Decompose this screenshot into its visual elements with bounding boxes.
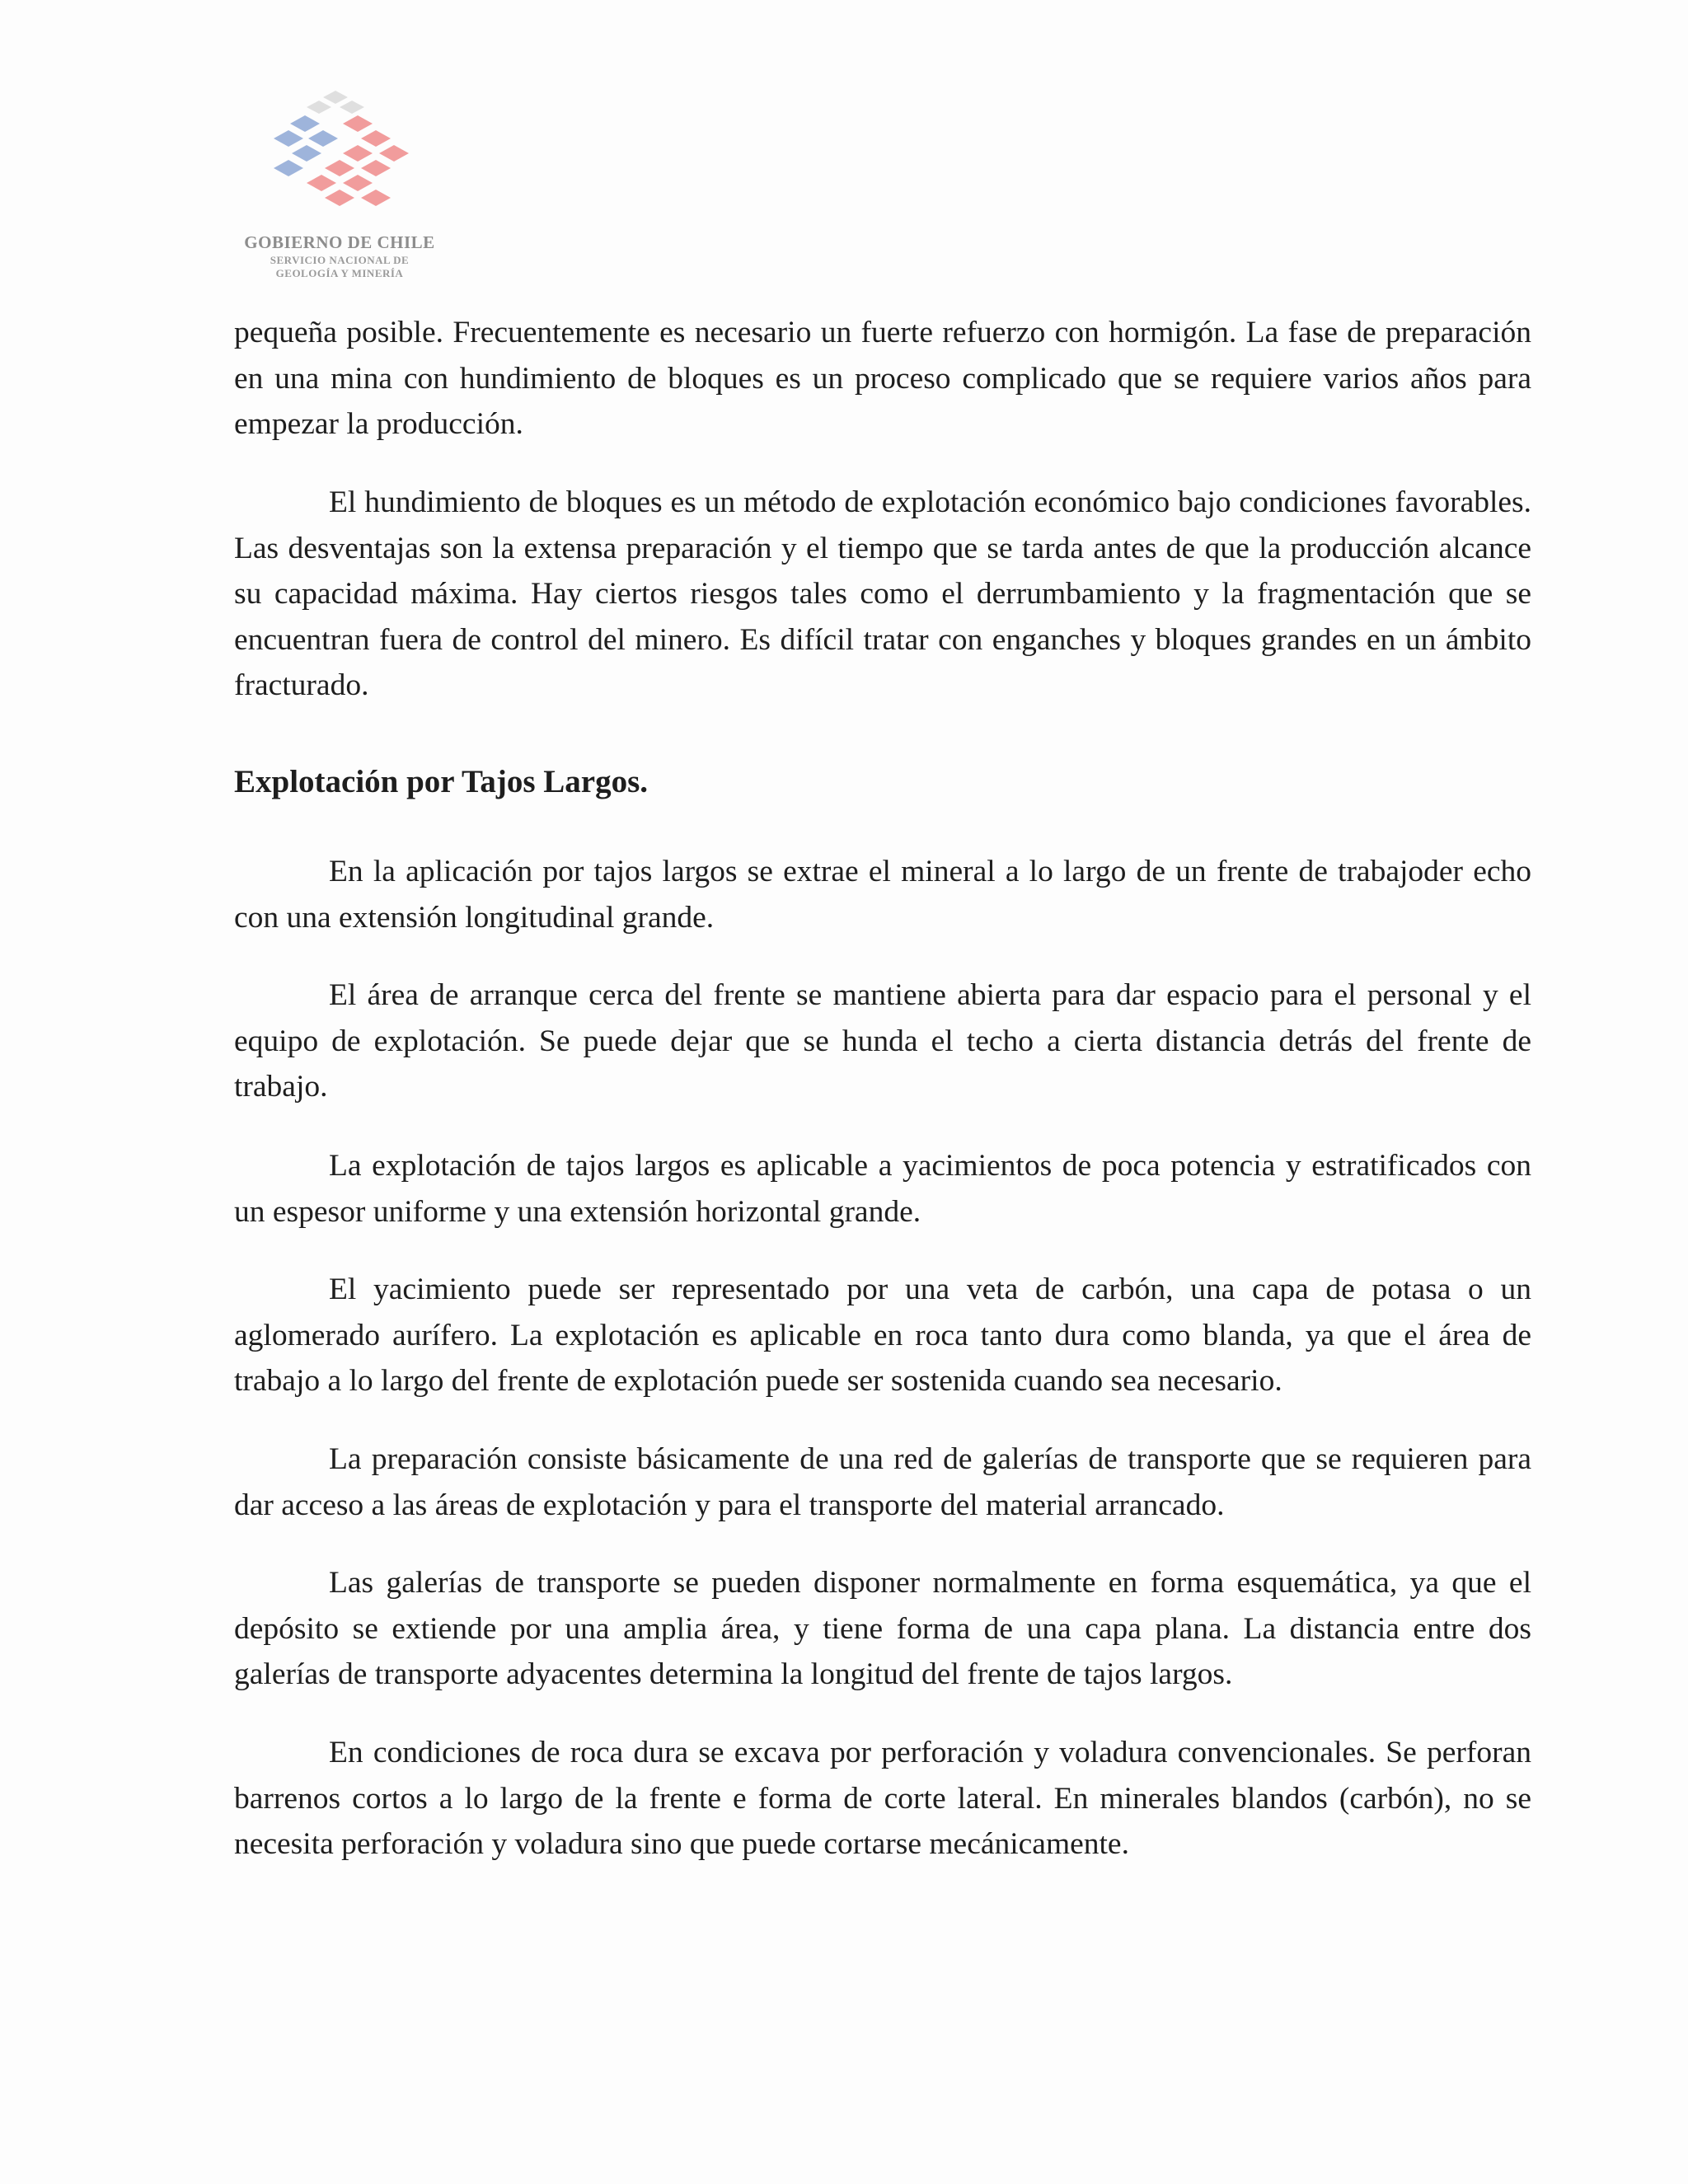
section-heading: Explotación por Tajos Largos. (234, 764, 649, 799)
paragraph-7: La preparación consiste básicamente de una red de galerías de transporte que se requieren para dar acceso a las áreas de explotación y para el transporte del material arrancado. (234, 1442, 1531, 1522)
paragraph-2: El hundimiento de bloques es un método de explotación económico bajo condiciones favorables. Las desventajas son la extensa preparación y el tiempo que se tarda antes de que la producción alcance su capacidad máxima. Hay ciertos riesgos tales como el derrumbamiento y la fragmentación que se encuentran fuera de control del minero. Es difícil tratar con enganches y bloques grandes en un ámbito fracturado. (234, 485, 1531, 702)
logo-emblem-icon (257, 89, 422, 229)
paragraph-8: Las galerías de transporte se pueden disponer normalmente en forma esquemática, ya que el depósito se extiende por una amplia área, y tiene forma de una capa plana. La distancia entre dos galerías de transporte adyacentes determina la longitud del frente de tajos largos. (234, 1566, 1531, 1691)
paragraph-6: El yacimiento puede ser representado por una veta de carbón, una capa de potasa o un aglomerado aurífero. La explotación es aplicable en roca tanto dura como blanda, ya que el área de trabajo a lo largo del frente de explotación puede ser sostenida cuando sea necesario. (234, 1272, 1531, 1398)
paragraph-4: El área de arranque cerca del frente se mantiene abierta para dar espacio para el personal y el equipo de explotación. Se puede dejar que se hunda el techo a cierta distancia detrás del frente de trabajo. (234, 978, 1531, 1104)
gobierno-de-chile-logo (232, 89, 447, 287)
paragraph-5: La explotación de tajos largos es aplicable a yacimientos de poca potencia y estratificados con un espesor uniforme y una extensión horizontal grande. (234, 1149, 1531, 1229)
logo-subtitle-1: SERVICIO NACIONAL DE (270, 254, 410, 266)
logo-subtitle-2: GEOLOGÍA Y MINERÍA (275, 267, 404, 279)
paragraph-1: pequeña posible. Frecuentemente es necesario un fuerte refuerzo con hormigón. La fase de preparación en una mina con hundimiento de bloques es un proceso complicado que se requiere varios años para empezar la producción. (234, 316, 1531, 441)
logo-title: GOBIERNO DE CHILE (244, 232, 435, 252)
paragraph-9: En condiciones de roca dura se excava por perforación y voladura convencionales. Se perforan barrenos cortos a lo largo de la frente e forma de corte lateral. En minerales blandos (carbón), no se necesita perforación y voladura sino que puede cortarse mecánicamente. (234, 1736, 1531, 1861)
paragraph-3: En la aplicación por tajos largos se extrae el mineral a lo largo de un frente de trabajoder echo con una extensión longitudinal grande. (234, 855, 1531, 935)
